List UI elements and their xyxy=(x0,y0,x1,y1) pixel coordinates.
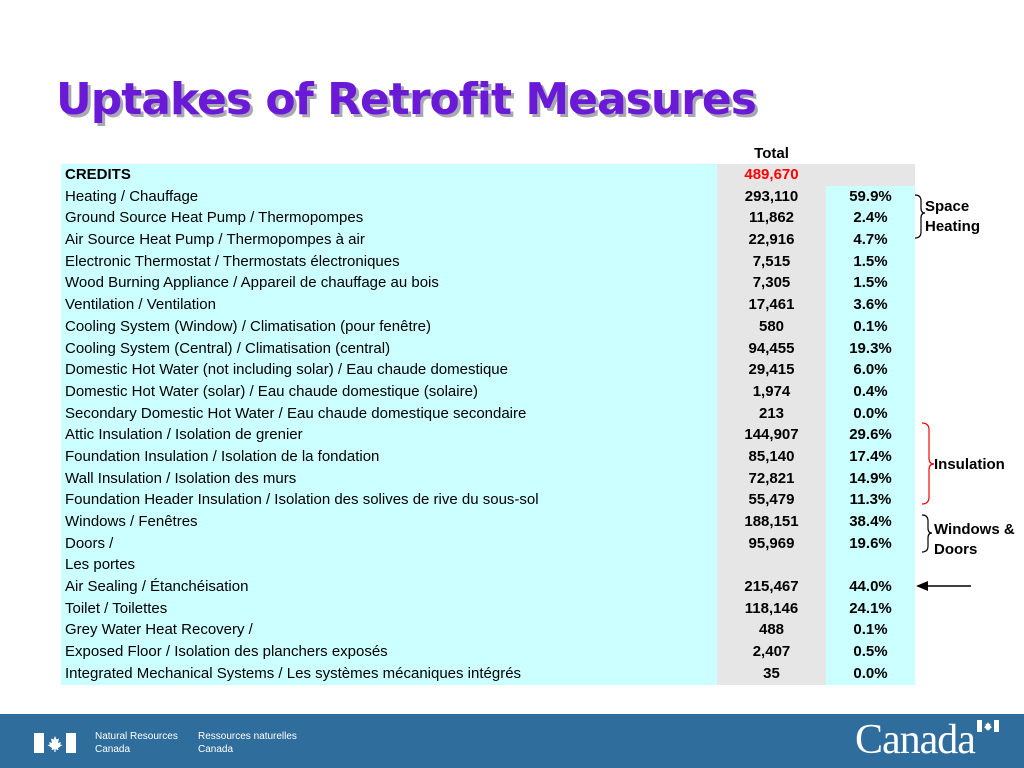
arrow-head-icon xyxy=(916,581,928,591)
annotation-line: Windows & xyxy=(934,521,1015,538)
insulation-annotation: Insulation xyxy=(934,456,1005,473)
department-line: Canada xyxy=(198,744,234,755)
row-total: 144,907 xyxy=(717,424,826,446)
row-total: 17,461 xyxy=(717,294,826,316)
row-total: 94,455 xyxy=(717,338,826,360)
row-pct: 14.9% xyxy=(826,468,915,490)
row-total: 29,415 xyxy=(717,359,826,381)
row-label: Attic Insulation / Isolation de grenier xyxy=(61,424,717,446)
department-name-en xyxy=(95,730,178,756)
row-pct: 0.4% xyxy=(826,381,915,403)
row-label: Exposed Floor / Isolation des planchers exposés xyxy=(61,641,717,663)
row-label: Cooling System (Central) / Climatisation (central) xyxy=(61,338,717,360)
row-label: Electronic Thermostat / Thermostats électroniques xyxy=(61,251,717,273)
row-total: 580 xyxy=(717,316,826,338)
row-pct: 44.0% xyxy=(826,554,915,597)
row-pct: 17.4% xyxy=(826,446,915,468)
row-label: Wall Insulation / Isolation des murs xyxy=(61,468,717,490)
row-label: Toilet / Toilettes xyxy=(61,598,717,620)
department-line: Canada xyxy=(95,744,131,755)
department-line: Ressources naturelles xyxy=(198,731,297,742)
row-pct: 2.4% xyxy=(826,207,915,229)
insulation-brace xyxy=(922,423,934,504)
row-label: Ground Source Heat Pump / Thermopompes xyxy=(61,207,717,229)
row-label: Integrated Mechanical Systems / Les systèmes mécaniques intégrés xyxy=(61,663,717,685)
canada-wordmark: Canada xyxy=(855,717,975,763)
row-pct: 4.7% xyxy=(826,229,915,251)
row-pct: 11.3% xyxy=(826,489,915,511)
annotation-line: Heating xyxy=(925,218,981,235)
total-column-header: Total xyxy=(754,145,789,162)
row-total: 215,467 xyxy=(717,554,826,597)
wordmark-flag-icon xyxy=(977,720,999,732)
row-pct: 19.3% xyxy=(826,338,915,360)
row-pct: 0.0% xyxy=(826,663,915,685)
row-total: 293,110 xyxy=(717,186,826,208)
row-label: Doors / xyxy=(61,533,717,555)
row-pct: 0.1% xyxy=(826,619,915,641)
row-pct: 38.4% xyxy=(826,511,915,533)
row-label: Foundation Insulation / Isolation de la fondation xyxy=(61,446,717,468)
row-label: Domestic Hot Water (solar) / Eau chaude domestique (solaire) xyxy=(61,381,717,403)
row-total: 488 xyxy=(717,619,826,641)
row-total: 95,969 xyxy=(717,533,826,555)
row-total: 7,515 xyxy=(717,251,826,273)
row-total: 2,407 xyxy=(717,641,826,663)
row-label: Foundation Header Insulation / Isolation des solives de rive du sous-sol xyxy=(61,489,717,511)
row-label: Air Source Heat Pump / Thermopompes à air xyxy=(61,229,717,251)
row-pct: 59.9% xyxy=(826,186,915,208)
row-pct: 0.5% xyxy=(826,641,915,663)
row-pct: 19.6% xyxy=(826,533,915,555)
row-label: Cooling System (Window) / Climatisation (pour fenêtre) xyxy=(61,316,717,338)
row-label: Ventilation / Ventilation xyxy=(61,294,717,316)
row-pct: 1.5% xyxy=(826,272,915,294)
row-label: Heating / Chauffage xyxy=(61,186,717,208)
row-label-line: Les portes xyxy=(65,556,136,574)
row-pct: 0.1% xyxy=(826,316,915,338)
row-label: Windows / Fenêtres xyxy=(61,511,717,533)
row-total: 118,146 xyxy=(717,598,826,620)
row-total: 213 xyxy=(717,403,826,425)
slide-title: Uptakes of Retrofit Measures xyxy=(56,74,756,125)
row-total: 85,140 xyxy=(717,446,826,468)
credits-total: 489,670 xyxy=(717,164,826,186)
space-heating-annotation xyxy=(925,197,980,237)
row-total: 35 xyxy=(717,663,826,685)
row-total: 1,974 xyxy=(717,381,826,403)
row-label: Wood Burning Appliance / Appareil de chauffage au bois xyxy=(61,272,717,294)
row-label: Domestic Hot Water (not including solar) / Eau chaude domestique xyxy=(61,359,717,381)
row-pct: 1.5% xyxy=(826,251,915,273)
government-footer xyxy=(0,714,1024,768)
row-pct: 29.6% xyxy=(826,424,915,446)
windows-doors-brace xyxy=(922,515,932,552)
department-name-fr xyxy=(198,730,297,756)
row-total: 11,862 xyxy=(717,207,826,229)
row-label: Secondary Domestic Hot Water / Eau chaude domestique secondaire xyxy=(61,403,717,425)
annotation-line: Doors xyxy=(934,541,978,558)
row-pct: 3.6% xyxy=(826,294,915,316)
row-pct: 6.0% xyxy=(826,359,915,381)
row-pct: 0.0% xyxy=(826,403,915,425)
row-pct: 24.1% xyxy=(826,598,915,620)
row-total: 188,151 xyxy=(717,511,826,533)
annotation-line: Space xyxy=(925,198,970,215)
windows-doors-annotation xyxy=(934,520,1015,560)
space-heating-brace xyxy=(915,195,925,238)
canada-flag-icon xyxy=(34,733,76,753)
row-total: 7,305 xyxy=(717,272,826,294)
department-line: Natural Resources xyxy=(95,731,178,742)
credits-label: CREDITS xyxy=(61,164,717,186)
row-total: 55,479 xyxy=(717,489,826,511)
row-total: 72,821 xyxy=(717,468,826,490)
row-label: Grey Water Heat Recovery / xyxy=(61,619,717,641)
row-total: 22,916 xyxy=(717,229,826,251)
row-label-line: Air Sealing / Étanchéisation xyxy=(65,578,249,596)
